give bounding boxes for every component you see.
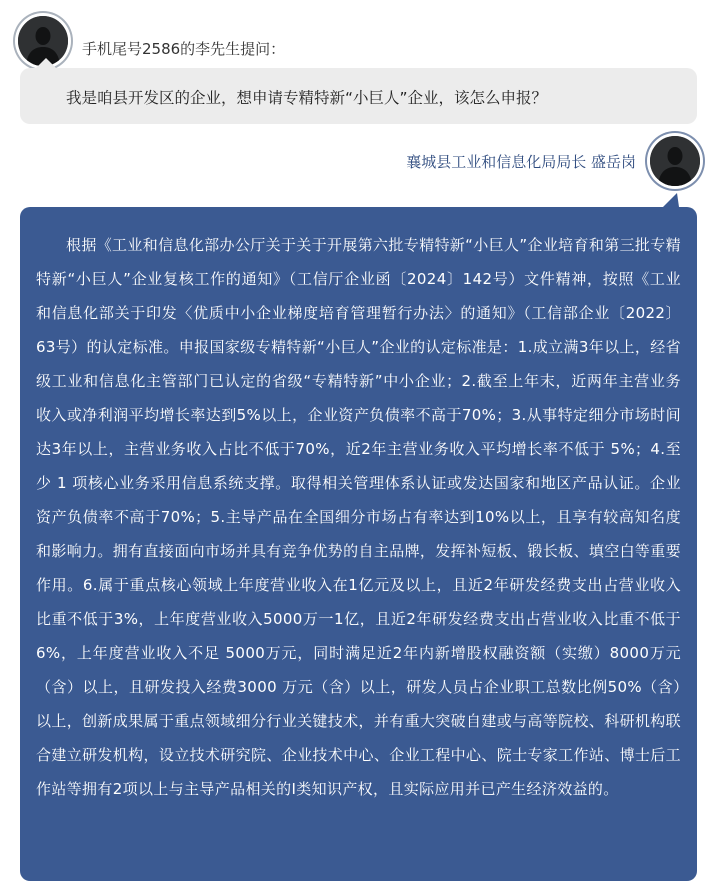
answer-text: 根据《工业和信息化部办公厅关于关于开展第六批专精特新“小巨人”企业培育和第三批专精特新“小巨人”企业复核工作的通知》（工信厅企业函〔2024〕142号）文件精神，按照《工业和信息化部关于印发〈优质中小企业梯度培育管理暂行办法〉的通知》（工信部企业〔2022〕63号）的认定标准。申报国家级专精特新“小巨人”企业的认定标准是：1.成立满3年以上，经省级工业和信息化主管部门已认定的省级“专精特新”中小企业；2.截至上年末，近两年主营业务收入或净利润平均增长率达到5%以上，企业资产负债率不高于70%；3.从事特定细分市场时间达3年以上，主营业务收入占比不低于70%，近2年主营业务收入平均增长率不低于 5%；4.至少 1 项核心业务采用信息系统支撑。取得相关管理体系认证或发达国家和地区产品认证。企业资产负债率不高于70%；5.主导产品在全国细分市场占有率达到10%以上，且享有较高知名度和影响力。拥有直接面向市场并具有竞争优势的自主品牌，发挥补短板、锻长板、填空白等重要作用。6.属于重点核心领域上年度营业收入在1亿元及以上，且近2年研发经费支出占营业收入比重不低于3%，上年度营业收入5000万一1亿，且近2年研发经费支出占营业收入比重不低于6%，上年度营业收入不足 5000万元，同时满足近2年内新增股权融资额（实缴）8000万元（含）以上，且研发投入经费3000 万元（含）以上，研发人员占企业职工总数比例50%（含）以上，创新成果属于重点领域细分行业关键技术，并有重大突破自建或与高等院校、科研机构联合建立研发机构，设立技术研究院、企业技术中心、企业工程中心、院士专家工作站、博士后工作站等拥有2项以上与主导产品相关的Ⅰ类知识产权，且实际应用并已产生经济效益的。: [36, 236, 681, 798]
user-silhouette-icon: [650, 136, 700, 186]
question-text: 我是咱县开发区的企业，想申请专精特新“小巨人”企业，该怎么申报？: [66, 89, 548, 107]
answer-bubble: [20, 207, 697, 881]
asker-label: 手机尾号2586的李先生提问：: [82, 40, 286, 58]
answerer-label: 襄城县工业和信息化局局长 盛岳岗: [406, 153, 636, 171]
answerer-avatar: [650, 136, 700, 186]
question-bubble: [20, 68, 697, 124]
